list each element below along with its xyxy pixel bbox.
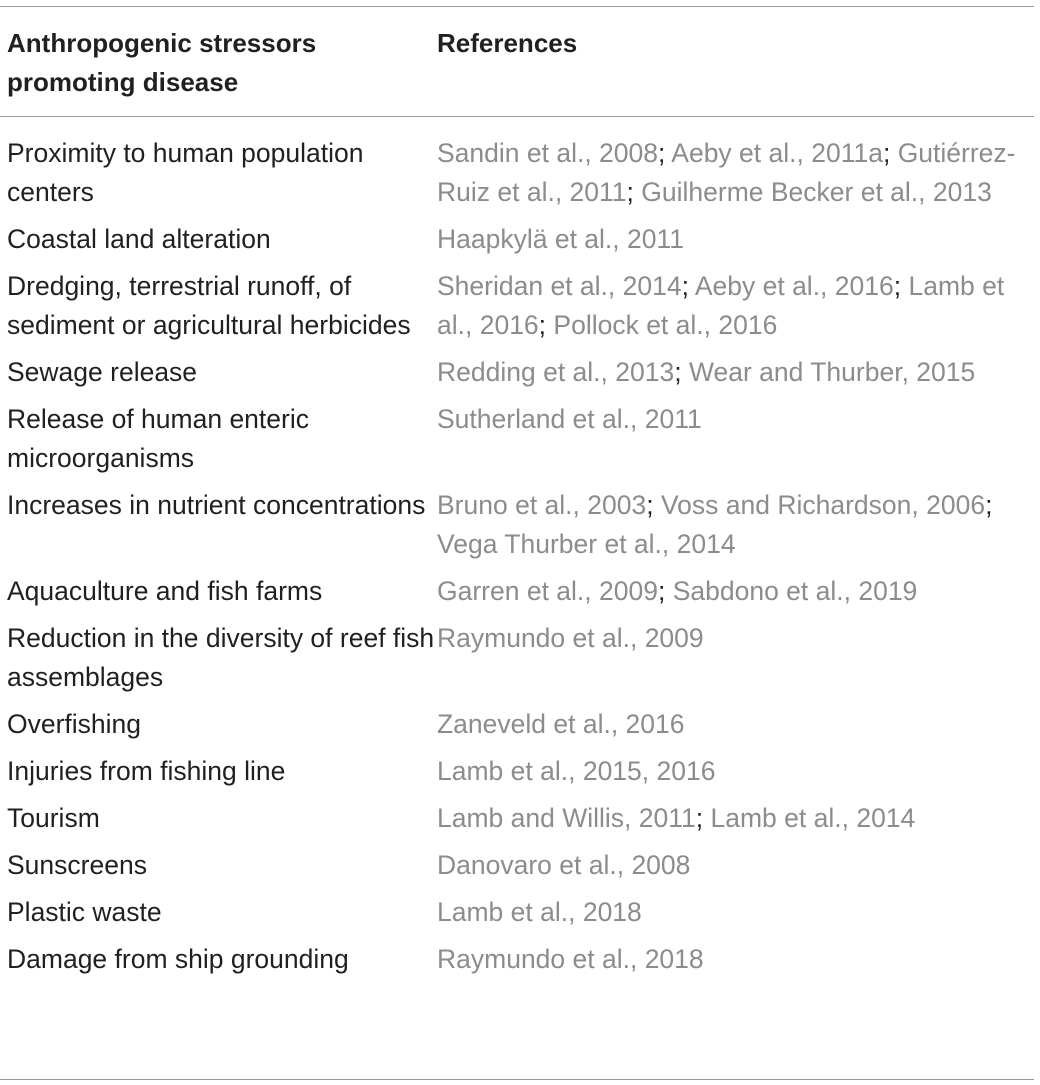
references-cell	[437, 220, 1040, 259]
table-row	[7, 134, 1040, 212]
table-row	[7, 846, 1040, 885]
references-cell	[437, 267, 1040, 345]
reference-separator: ;	[893, 271, 909, 301]
reference-link[interactable]: Aeby et al., 2016	[694, 271, 894, 301]
reference-link[interactable]: Lamb et al., 2015, 2016	[437, 756, 716, 786]
table-row	[7, 619, 1040, 697]
table-body	[7, 134, 1040, 987]
table-row	[7, 799, 1040, 838]
table-row	[7, 572, 1040, 611]
reference-link[interactable]: Raymundo et al., 2009	[437, 623, 704, 653]
reference-link[interactable]: Redding et al., 2013	[437, 357, 675, 387]
reference-link[interactable]: Haapkylä et al., 2011	[437, 224, 685, 254]
reference-link[interactable]: Zaneveld et al., 2016	[437, 709, 685, 739]
stressor-cell: Plastic waste	[7, 897, 162, 927]
reference-link[interactable]: Bruno et al., 2003	[437, 490, 647, 520]
reference-separator: ;	[985, 490, 993, 520]
reference-link[interactable]: Guilherme Becker et al., 2013	[641, 177, 992, 207]
stressor-cell: Tourism	[7, 803, 100, 833]
reference-link[interactable]: Sheridan et al., 2014	[437, 271, 682, 301]
reference-link[interactable]: Gutiérrez-Ruiz et al., 2011	[437, 138, 1016, 207]
references-cell	[437, 353, 1040, 392]
stressor-cell: Sewage release	[7, 357, 198, 387]
reference-link[interactable]: Lamb et al., 2018	[437, 897, 642, 927]
table-header-row	[7, 24, 1037, 102]
table-row	[7, 220, 1040, 259]
references-cell	[437, 572, 1040, 611]
reference-link[interactable]: Sandin et al., 2008	[437, 138, 659, 168]
reference-separator: ;	[882, 138, 898, 168]
table-row	[7, 353, 1040, 392]
reference-separator: ;	[538, 310, 554, 340]
table-row	[7, 267, 1040, 345]
stressor-cell: Coastal land alteration	[7, 224, 271, 254]
reference-link[interactable]: Sabdono et al., 2019	[672, 576, 918, 606]
stressor-cell: Sunscreens	[7, 850, 147, 880]
references-cell	[437, 486, 1040, 564]
reference-link[interactable]: Garren et al., 2009	[437, 576, 658, 606]
reference-link[interactable]: Raymundo et al., 2018	[437, 944, 704, 974]
reference-link[interactable]: Lamb et al., 2014	[710, 803, 916, 833]
stressor-cell: Aquaculture and fish farms	[7, 576, 323, 606]
references-cell	[437, 134, 1040, 212]
reference-link[interactable]: Danovaro et al., 2008	[437, 850, 691, 880]
table-row	[7, 400, 1040, 478]
stressor-cell: Increases in nutrient concentrations	[7, 490, 426, 520]
reference-separator: ;	[646, 490, 661, 520]
table-row	[7, 486, 1040, 564]
table-header-rule	[0, 116, 1034, 117]
reference-link[interactable]: Vega Thurber et al., 2014	[437, 529, 736, 559]
reference-link[interactable]: Aeby et al., 2011a	[671, 138, 883, 168]
reference-separator: ;	[681, 271, 695, 301]
references-cell	[437, 619, 1040, 697]
table-row	[7, 940, 1040, 979]
reference-separator: ;	[695, 803, 711, 833]
references-cell	[437, 940, 1040, 979]
reference-link[interactable]: Wear and Thurber, 2015	[688, 357, 976, 387]
stressor-cell: Dredging, terrestrial runoff, of sediment or agricultural herbicides	[7, 271, 411, 340]
reference-separator: ;	[674, 357, 689, 387]
reference-separator: ;	[626, 177, 642, 207]
references-cell	[437, 799, 1040, 838]
reference-separator: ;	[658, 138, 672, 168]
references-cell	[437, 893, 1040, 932]
stressor-cell: Injuries from fishing line	[7, 756, 286, 786]
table-bottom-rule	[0, 1079, 1034, 1080]
table-top-rule	[0, 6, 1034, 7]
header-references: References	[437, 28, 578, 58]
stressor-cell: Proximity to human population centers	[7, 138, 364, 207]
header-stressors: Anthropogenic stressors promoting disease	[7, 28, 317, 97]
reference-link[interactable]: Lamb and Willis, 2011	[437, 803, 696, 833]
references-cell	[437, 752, 1040, 791]
references-cell	[437, 400, 1040, 478]
reference-link[interactable]: Sutherland et al., 2011	[437, 404, 702, 434]
table-row	[7, 752, 1040, 791]
stressor-cell: Damage from ship grounding	[7, 944, 349, 974]
reference-link[interactable]: Lamb et al., 2016	[437, 271, 1005, 340]
references-cell	[437, 705, 1040, 744]
reference-separator: ;	[657, 576, 673, 606]
table-row	[7, 705, 1040, 744]
stressor-cell: Reduction in the diversity of reef fish assemblages	[7, 623, 435, 692]
stressor-cell: Release of human enteric microorganisms	[7, 404, 309, 473]
reference-link[interactable]: Pollock et al., 2016	[553, 310, 778, 340]
stressor-cell: Overfishing	[7, 709, 142, 739]
table-row	[7, 893, 1040, 932]
references-cell	[437, 846, 1040, 885]
reference-link[interactable]: Voss and Richardson, 2006	[660, 490, 986, 520]
